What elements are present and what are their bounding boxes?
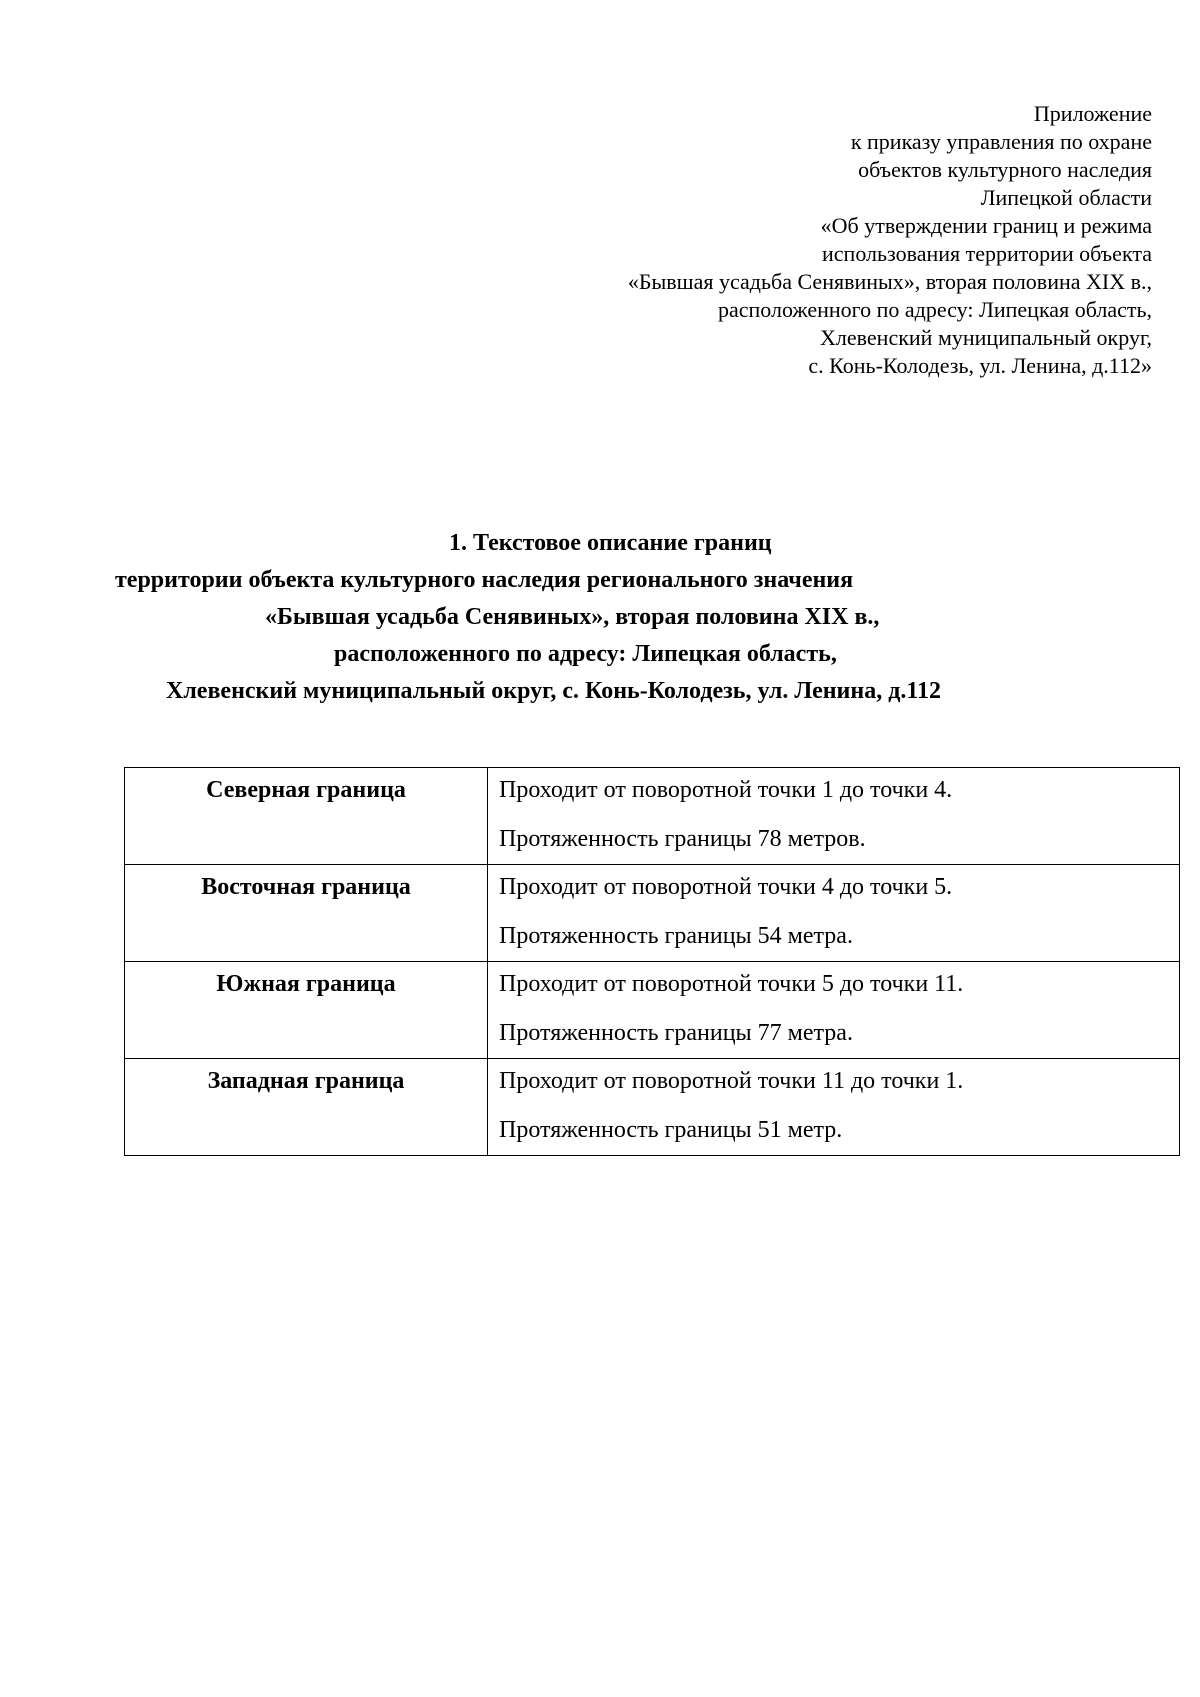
- border-name-cell: [125, 865, 488, 962]
- border-route: Проходит от поворотной точки 1 до точки 4.: [499, 777, 953, 803]
- border-description-cell: [488, 1059, 1180, 1156]
- appendix-header: [452, 100, 1152, 380]
- appendix-line: расположенного по адресу: Липецкая область,: [717, 297, 1152, 322]
- border-length: Протяженность границы 54 метра.: [499, 923, 853, 949]
- border-length: Протяженность границы 78 метров.: [499, 826, 866, 852]
- border-description-cell: [488, 865, 1180, 962]
- border-name-cell: [125, 1059, 488, 1156]
- appendix-line: объектов культурного наследия: [858, 157, 1152, 182]
- title-line: расположенного по адресу: Липецкая область,: [334, 641, 837, 667]
- border-route: Проходит от поворотной точки 4 до точки 5.: [499, 874, 953, 900]
- border-name-cell: [125, 768, 488, 865]
- appendix-line: с. Конь-Колодезь, ул. Ленина, д.112»: [808, 353, 1152, 378]
- appendix-line: «Бывшая усадьба Сенявиных», вторая половина XIX в.,: [627, 269, 1152, 294]
- title-line: Хлевенский муниципальный округ, с. Конь-Колодезь, ул. Ленина, д.112: [166, 678, 942, 704]
- table-row: [125, 1059, 1180, 1156]
- border-name-cell: [125, 962, 488, 1059]
- border-route: Проходит от поворотной точки 11 до точки 1.: [499, 1068, 964, 1094]
- border-description-cell: [488, 962, 1180, 1059]
- appendix-line: использования территории объекта: [822, 241, 1152, 266]
- appendix-line: Хлевенский муниципальный округ,: [820, 325, 1152, 350]
- appendix-line: Приложение: [1033, 101, 1152, 126]
- appendix-line: к приказу управления по охране: [850, 129, 1152, 154]
- border-name: Северная граница: [206, 777, 406, 803]
- border-length: Протяженность границы 51 метр.: [499, 1117, 843, 1143]
- table-row: [125, 962, 1180, 1059]
- border-length: Протяженность границы 77 метра.: [499, 1020, 853, 1046]
- title-line: 1. Текстовое описание границ: [449, 530, 772, 556]
- table-row: [125, 768, 1180, 865]
- border-description-cell: [488, 768, 1180, 865]
- title-line: «Бывшая усадьба Сенявиных», вторая половина XIX в.,: [265, 604, 880, 630]
- appendix-line: Липецкой области: [980, 185, 1152, 210]
- borders-table: [124, 767, 1180, 1156]
- border-name: Западная граница: [207, 1068, 405, 1094]
- appendix-line: «Об утверждении границ и режима: [820, 213, 1152, 238]
- border-name: Восточная граница: [201, 874, 411, 900]
- table-row: [125, 865, 1180, 962]
- border-route: Проходит от поворотной точки 5 до точки 11.: [499, 971, 964, 997]
- border-name: Южная граница: [216, 971, 396, 997]
- title-line: территории объекта культурного наследия регионального значения: [115, 567, 854, 593]
